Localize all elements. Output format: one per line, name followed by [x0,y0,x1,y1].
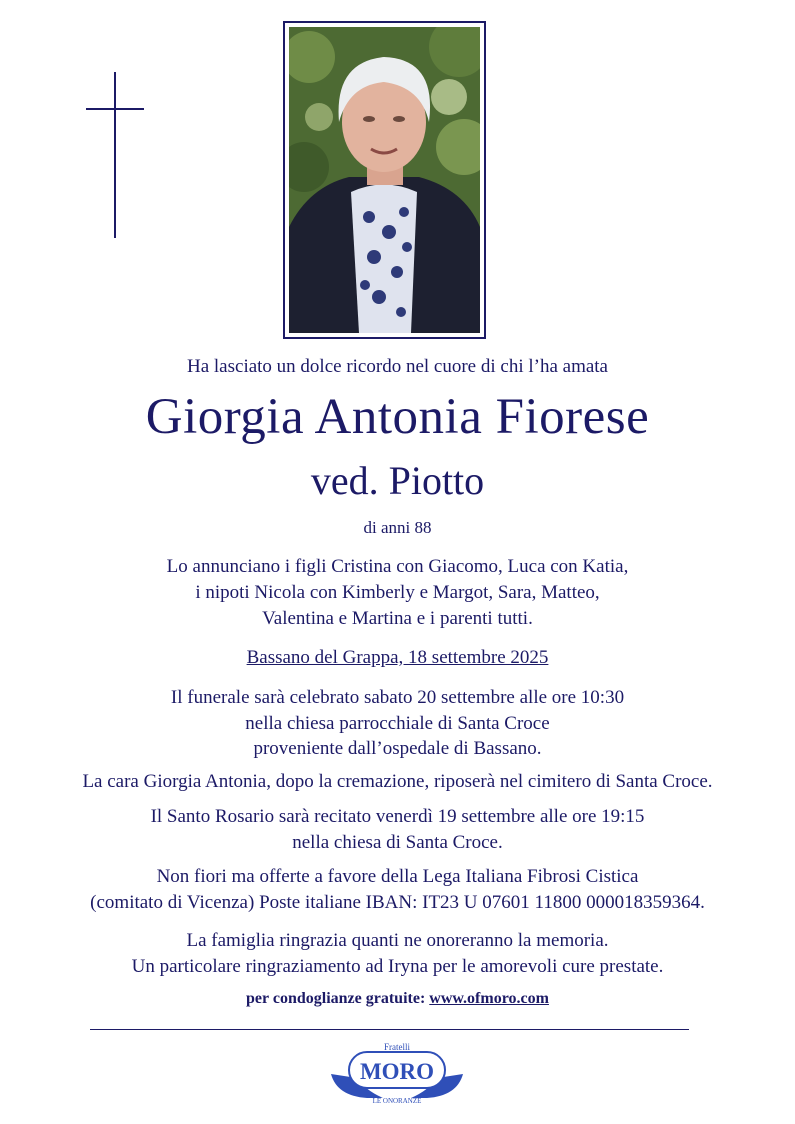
condolences-label: per condoglianze gratuite: [246,990,426,1007]
svg-text:LE ONORANZE: LE ONORANZE [372,1097,422,1105]
svg-text:Fratelli: Fratelli [384,1042,410,1052]
rosary-line: nella chiesa di Santa Croce. [292,832,503,853]
funeral-line: nella chiesa parrocchiale di Santa Croce [245,713,550,734]
portrait-image [289,27,480,333]
offerings-line: Non fiori ma offerte a favore della Lega Italiana Fibrosi Cistica [156,866,639,887]
thanks-line: La famiglia ringrazia quanti ne onoreranno la memoria. [186,930,609,951]
cross-icon [86,72,144,238]
announcers-line: Lo annunciano i figli Cristina con Giacomo, Luca con Katia, [166,556,629,577]
condolences-link[interactable]: www.ofmoro.com [429,990,549,1007]
intro-text: Ha lasciato un dolce ricordo nel cuore di chi l’ha amata [187,356,608,377]
thanks-line: Un particolare ringraziamento ad Iryna per le amorevoli cure prestate. [131,956,664,977]
divider [90,1029,689,1030]
offerings-line: (comitato di Vicenza) Poste italiane IBAN: IT23 U 07601 11800 000018359364. [90,892,705,913]
announcers-line: i nipoti Nicola con Kimberly e Margot, Sara, Matteo, [195,582,600,603]
condolences [0,990,795,1008]
svg-text:MORO: MORO [359,1059,435,1084]
funeral-line: proveniente dall’ospedale di Bassano. [253,738,542,759]
portrait-photo [283,21,486,339]
age: di anni 88 [363,518,432,537]
cremation-text: La cara Giorgia Antonia, dopo la cremazione, riposerà nel cimitero di Santa Croce. [82,771,713,792]
funeral-home-logo [327,1040,467,1106]
widow-of: ved. Piotto [310,458,485,503]
announcers-line: Valentina e Martina e i parenti tutti. [262,608,533,629]
funeral-line: Il funerale sarà celebrato sabato 20 settembre alle ore 10:30 [170,687,625,708]
rosary-line: Il Santo Rosario sarà recitato venerdì 19 settembre alle ore 19:15 [150,806,645,827]
place-date: Bassano del Grappa, 18 settembre 2025 [246,647,549,668]
deceased-name: Giorgia Antonia Fiorese [145,389,650,445]
